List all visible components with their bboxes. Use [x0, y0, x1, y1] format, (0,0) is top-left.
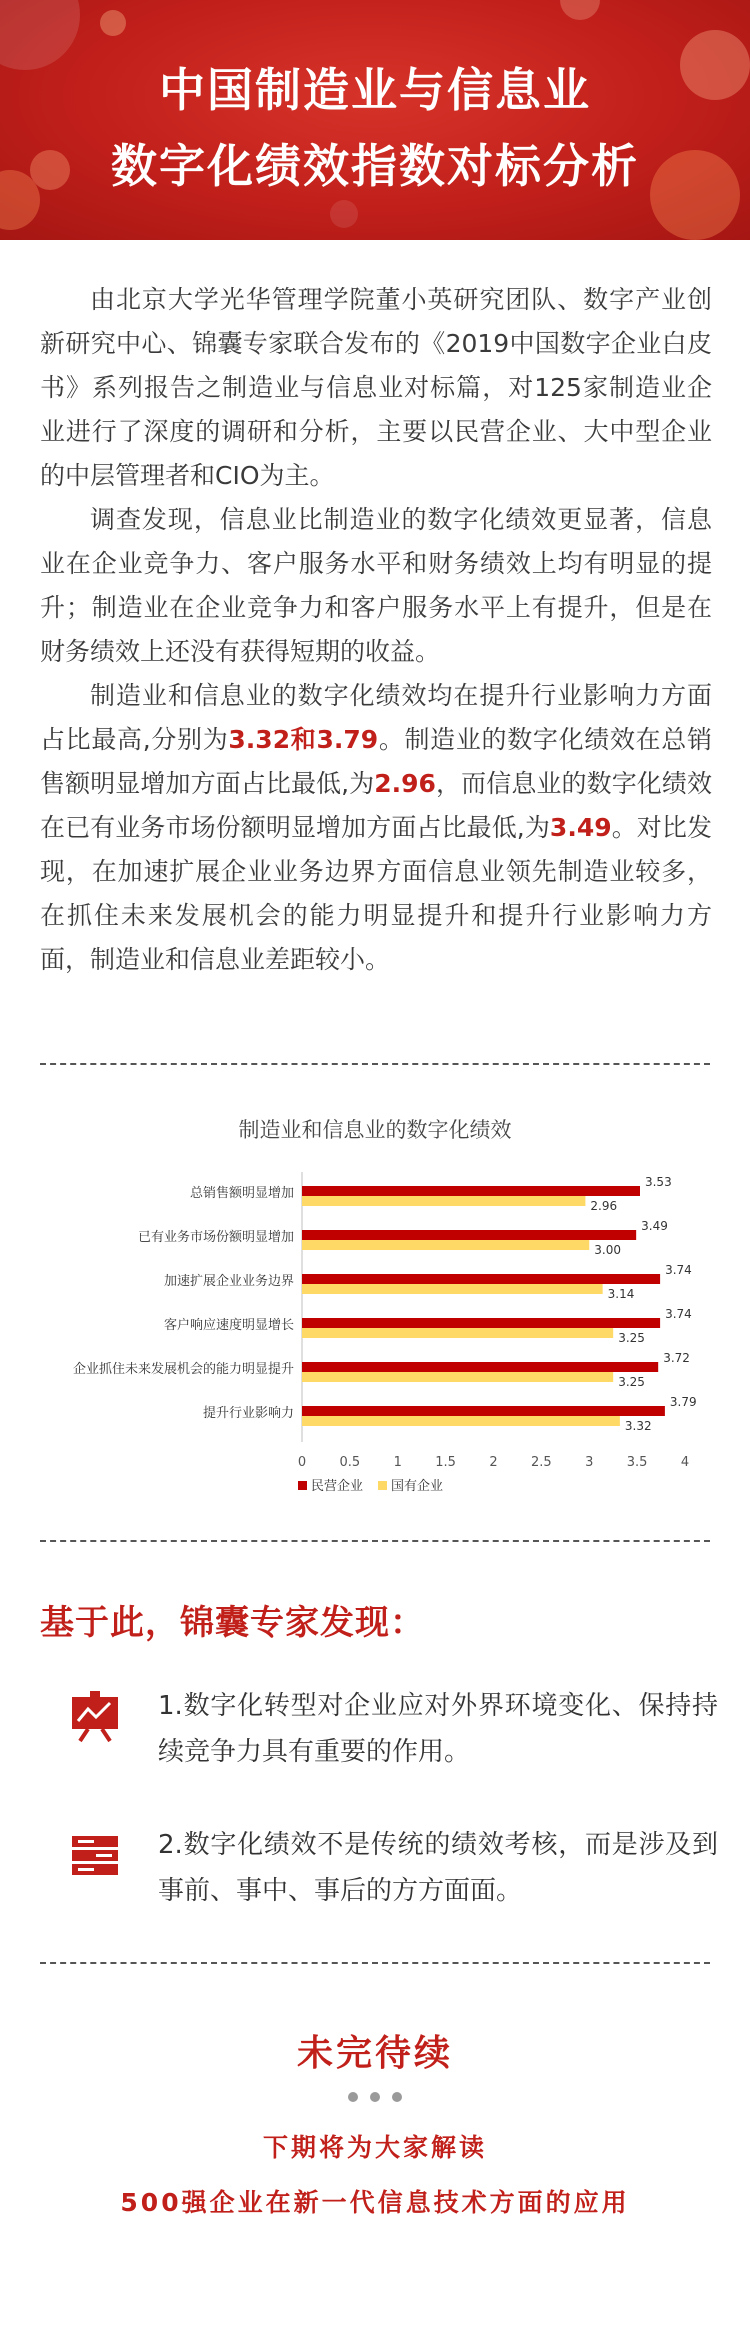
x-tick-label: 3	[585, 1455, 594, 1470]
x-tick-label: 2.5	[531, 1455, 552, 1470]
data-label: 3.25	[618, 1375, 645, 1389]
category-label: 加速扩展企业业务边界	[163, 1274, 294, 1289]
bar-state-0	[302, 1196, 585, 1206]
category-label: 已有业务市场份额明显增加	[137, 1230, 294, 1245]
article-paragraph-3	[40, 674, 712, 982]
x-tick-label: 1	[393, 1455, 402, 1470]
divider	[40, 1962, 710, 1964]
article-paragraph-2: 调查发现，信息业比制造业的数字化绩效更显著，信息业在企业竞争力、客户服务水平和财务绩效上均有明显的提升；制造业在企业竞争力和客户服务水平上有提升，但是在财务绩效上还没有获得短期的收益。	[40, 505, 712, 666]
highlight-value: 3.32和3.79	[228, 725, 379, 754]
divider	[40, 1540, 710, 1542]
text-segment: 制造业和信息业的数字化绩效均在提升行业影响力方面占比最高,分别为	[40, 681, 712, 754]
legend-swatch	[378, 1481, 387, 1490]
data-label: 3.25	[618, 1331, 645, 1345]
bar-state-5	[302, 1416, 620, 1426]
data-label: 3.72	[663, 1351, 690, 1365]
page-title-line2: 数字化绩效指数对标分析	[111, 139, 639, 193]
to-be-continued-title: 未完待续	[296, 2033, 453, 2074]
legend-label: 国有企业	[391, 1479, 444, 1494]
bar-state-3	[302, 1328, 613, 1338]
data-label: 3.49	[641, 1219, 668, 1233]
page-title-line1: 中国制造业与信息业	[159, 63, 591, 117]
data-label: 3.53	[644, 1175, 672, 1189]
bar-state-2	[302, 1284, 603, 1294]
decor-bubble	[560, 0, 600, 20]
chart-title: 制造业和信息业的数字化绩效	[238, 1118, 512, 1142]
text-segment: 。制造业的数字化绩效在总销售额明显增加方面占比最低,为	[40, 725, 712, 798]
highlight-value: 3.49	[549, 813, 612, 842]
bar-chart	[20, 1100, 730, 1500]
header-banner	[0, 0, 750, 240]
legend-label: 民营企业	[311, 1479, 364, 1494]
decor-bubble	[100, 10, 126, 36]
x-tick-label: 3.5	[626, 1455, 648, 1470]
x-tick-label: 0.5	[339, 1455, 361, 1470]
findings-title: 基于此，锦囊专家发现：	[40, 1603, 425, 1643]
bar-private-3	[302, 1318, 660, 1328]
legend-swatch	[298, 1481, 307, 1490]
finding-text: 2.数字化绩效不是传统的绩效考核，而是涉及到事前、事中、事后的方方面面。	[158, 1830, 718, 1906]
text-segment: ，而信息业的数字化绩效在已有业务市场份额明显增加方面占比最低,为	[40, 769, 712, 842]
bar-private-1	[302, 1230, 636, 1240]
data-label: 3.00	[594, 1243, 621, 1257]
x-tick-label: 1.5	[435, 1455, 456, 1470]
data-label: 3.74	[665, 1263, 692, 1277]
category-label: 提升行业影响力	[202, 1406, 294, 1421]
finding-text: 1.数字化转型对企业应对外界环境变化、保持持续竞争力具有重要的作用。	[158, 1691, 718, 1767]
category-label: 总销售额明显增加	[189, 1186, 294, 1201]
data-label: 2.96	[590, 1199, 618, 1213]
bar-private-5	[302, 1406, 665, 1416]
next-issue-line2: 500强企业在新一代信息技术方面的应用	[120, 2188, 630, 2217]
divider	[40, 1063, 710, 1065]
bar-private-4	[302, 1362, 658, 1372]
x-tick-label: 2	[489, 1455, 498, 1470]
chart-container	[20, 1100, 730, 1500]
data-label: 3.79	[669, 1395, 697, 1409]
x-tick-label: 4	[680, 1455, 690, 1470]
bar-state-1	[302, 1240, 589, 1250]
x-tick-label: 0	[297, 1455, 307, 1470]
server-list-icon	[70, 1830, 120, 1882]
bar-private-0	[302, 1186, 640, 1196]
data-label: 3.32	[624, 1419, 652, 1433]
article-body	[40, 278, 712, 982]
dots-separator	[0, 2087, 750, 2106]
highlight-value: 2.96	[374, 769, 436, 798]
presentation-chart-icon	[70, 1691, 120, 1743]
data-label: 3.74	[665, 1307, 692, 1321]
text-segment: 。对比发现，在加速扩展企业业务边界方面信息业领先制造业较多，在抓住未来发展机会的能力明显提升和提升行业影响力方面，制造业和信息业差距较小。	[40, 813, 712, 974]
article-paragraph-1: 由北京大学光华管理学院董小英研究团队、数字产业创新研究中心、锦囊专家联合发布的《2019中国数字企业白皮书》系列报告之制造业与信息业对标篇，对125家制造业企业进行了深度的调研和分析，主要以民营企业、大中型企业的中层管理者和CIO为主。	[40, 285, 712, 490]
bar-private-2	[302, 1274, 660, 1284]
data-label: 3.14	[607, 1287, 635, 1301]
category-label: 企业抓住未来发展机会的能力明显提升	[72, 1362, 294, 1377]
category-label: 客户响应速度明显增长	[163, 1318, 294, 1333]
decor-bubble	[330, 200, 358, 228]
next-issue-line1: 下期将为大家解读	[262, 2133, 487, 2162]
bar-state-4	[302, 1372, 613, 1382]
